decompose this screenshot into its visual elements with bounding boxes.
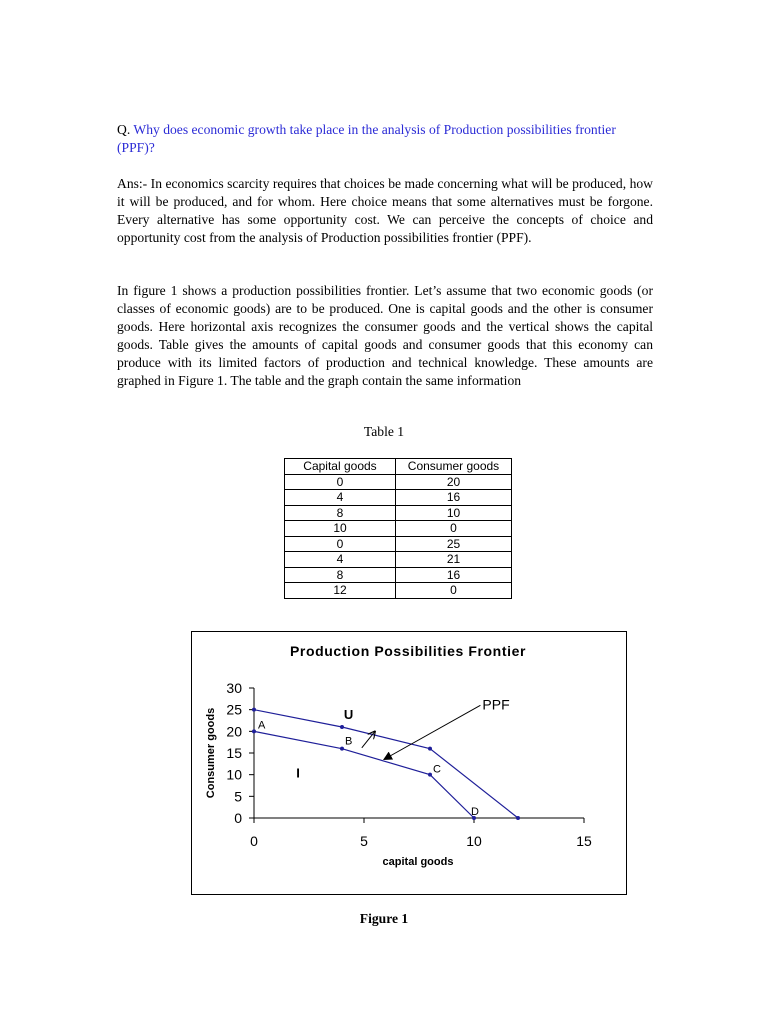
data-point (516, 816, 520, 820)
table-cell: 4 (285, 552, 396, 568)
table-header-row (285, 459, 512, 475)
table-cell: 10 (396, 505, 512, 521)
ppf-chart (191, 631, 627, 895)
y-tick-label: 25 (226, 701, 242, 718)
y-axis-label: Consumer goods (205, 707, 217, 799)
point-label: B (345, 735, 353, 748)
table-cell: 12 (285, 583, 396, 599)
y-tick-label: 15 (226, 745, 242, 761)
point-label: A (258, 719, 266, 732)
y-tick-label: 20 (226, 723, 242, 740)
question-prefix: Q. (117, 122, 134, 137)
data-point (428, 773, 432, 777)
header-consumer-goods: Consumer goods (396, 459, 512, 475)
x-tick-label: 0 (250, 833, 258, 849)
x-tick-label: 15 (576, 833, 592, 849)
table-row (285, 505, 512, 521)
ppf-pointer-arrow (384, 705, 481, 759)
table-cell: 8 (285, 567, 396, 583)
table-cell: 16 (396, 490, 512, 506)
table-cell: 16 (396, 567, 512, 583)
x-axis-label: capital goods (382, 856, 454, 868)
ppf-line-2 (254, 710, 518, 818)
chart-title: Production Possibilities Frontier (289, 643, 527, 659)
region-label: U (343, 707, 354, 722)
question-text: Why does economic growth take place in the analysis of Production possibilities frontier (PPF)? (117, 122, 616, 155)
table-row (285, 583, 512, 599)
ppf-label: PPF (482, 696, 510, 713)
table-cell: 25 (396, 536, 512, 552)
table-cell: 10 (285, 521, 396, 537)
table-cell: 8 (285, 505, 396, 521)
table-cell: 21 (396, 552, 512, 568)
table-cell: 0 (285, 536, 396, 552)
data-point (428, 747, 432, 751)
point-label: C (433, 763, 441, 776)
point-label: D (471, 806, 479, 818)
y-tick-label: 30 (226, 680, 242, 696)
x-tick-label: 10 (466, 833, 482, 849)
table-cell: 0 (285, 474, 396, 490)
table-cell: 0 (396, 521, 512, 537)
table-cell: 20 (396, 474, 512, 490)
table-row (285, 521, 512, 537)
table-row (285, 552, 512, 568)
answer-paragraph-1: Ans:- In economics scarcity requires that choices be made concerning what will be produced, how it will be produced, and for whom. Here choice means that some alternatives must be forgone. Every alternative has some opportunity cost. We can perceive the concepts of choice and opportunity cost from the analysis of Production possibilities frontier (PPF). (117, 176, 653, 245)
table-cell: 4 (285, 490, 396, 506)
region-label: I (296, 765, 300, 781)
figure-caption: Figure 1 (359, 911, 409, 926)
y-tick-label: 0 (234, 810, 242, 826)
data-point (340, 747, 344, 751)
table-row (285, 490, 512, 506)
data-point (340, 725, 344, 729)
x-tick-label: 5 (360, 833, 368, 849)
header-capital-goods: Capital goods (285, 459, 396, 475)
table-row (285, 567, 512, 583)
question (117, 121, 653, 157)
data-table (284, 458, 512, 599)
table-row (285, 536, 512, 552)
table-cell: 0 (396, 583, 512, 599)
table-row (285, 474, 512, 490)
y-tick-label: 5 (234, 788, 242, 805)
ppf-chart-svg (192, 632, 625, 893)
table-caption: Table 1 (363, 424, 405, 439)
data-point (252, 729, 256, 733)
data-point (252, 708, 256, 712)
y-tick-label: 10 (226, 766, 242, 783)
answer-paragraph-2: In figure 1 shows a production possibilities frontier. Let’s assume that two economic goods (or classes of economic goods) are to be produced. One is capital goods and the other is consumer goods. Here horizontal axis recognizes the consumer goods and the vertical shows the capital goods. Table gives the amounts of capital goods and consumer goods that this economy can produce with its limited factors of production and technical knowledge. These amounts are graphed in Figure 1. The table and the graph contain the same information (117, 283, 653, 388)
